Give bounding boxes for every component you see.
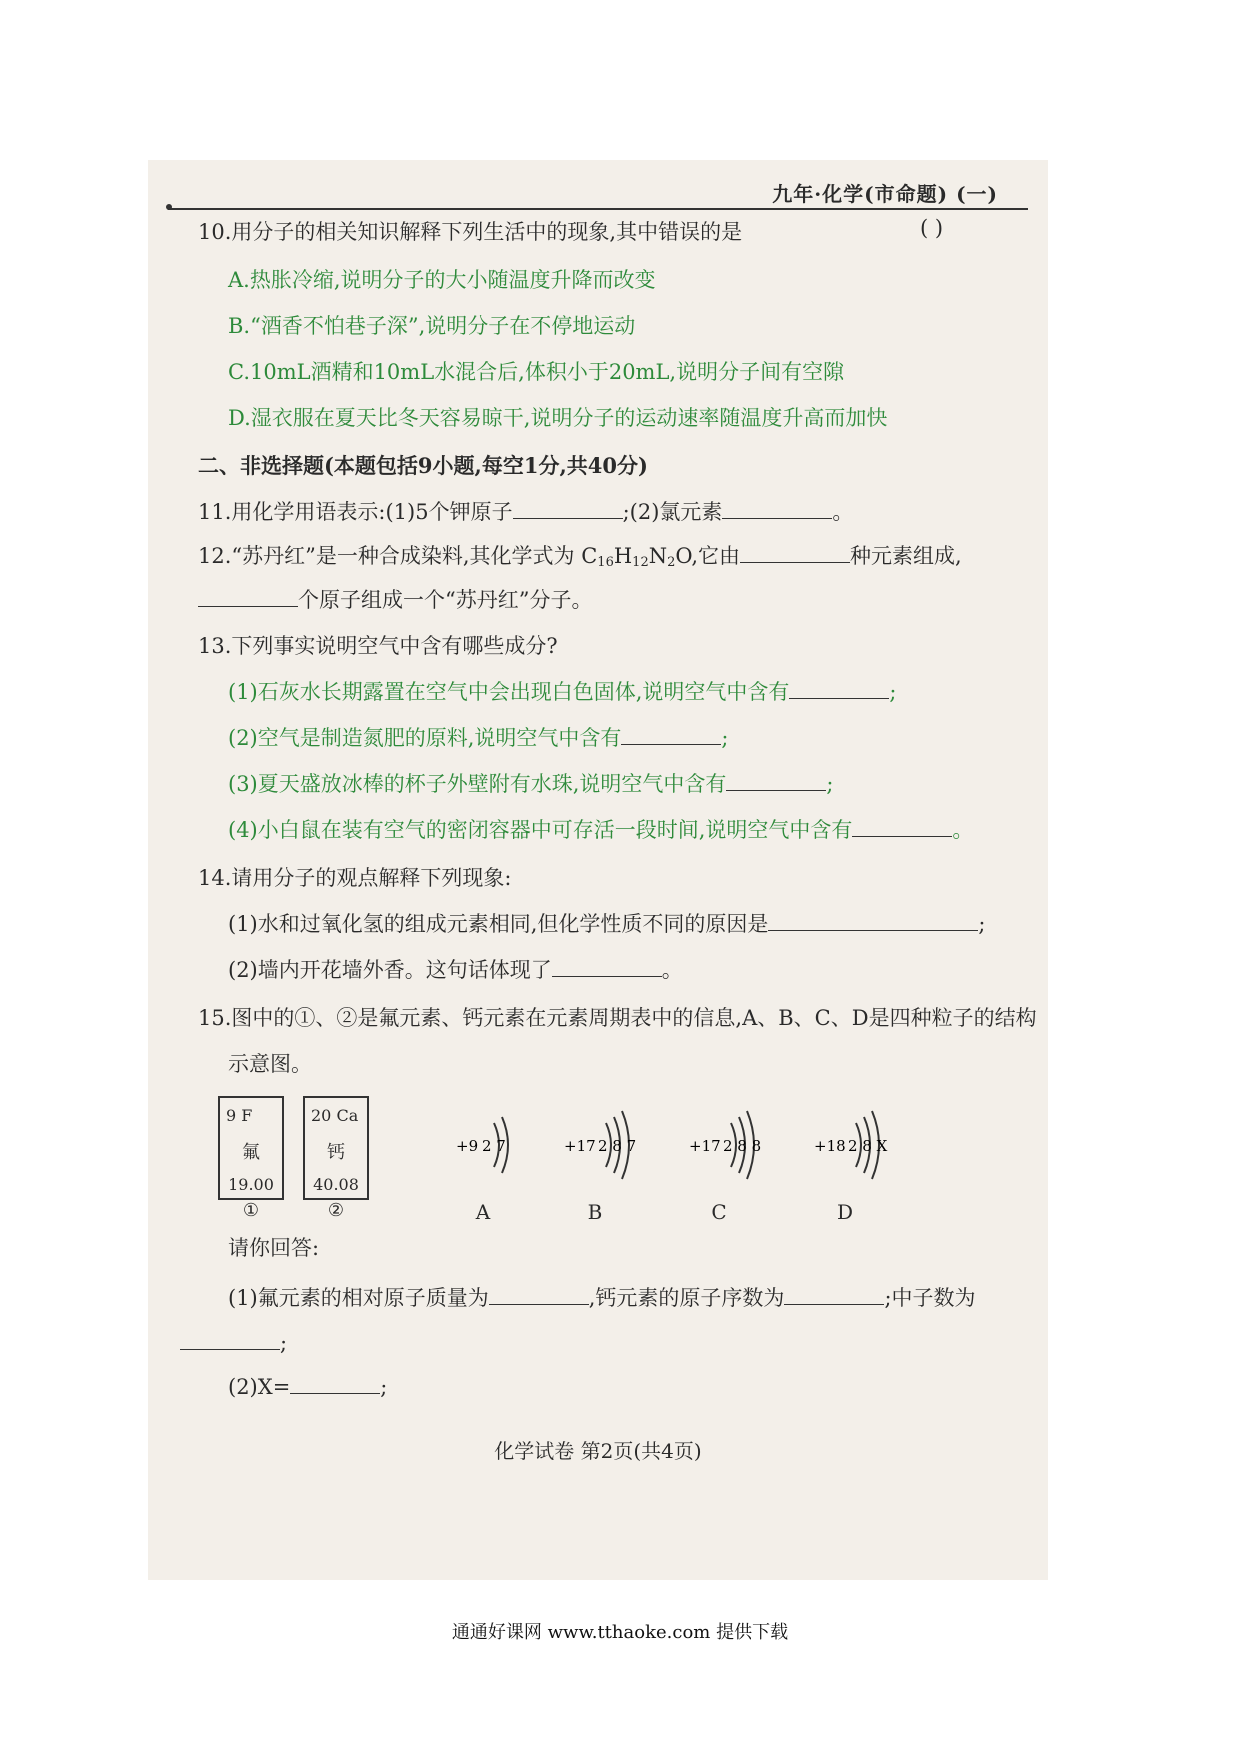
atom-c-shells: 2 8 8 — [723, 1137, 762, 1155]
atom-a-nucleus: +9 — [456, 1137, 479, 1155]
atom-d-shells: 2 8 X — [848, 1137, 888, 1155]
q15-blank-1[interactable] — [489, 1283, 589, 1305]
atom-diagram-d — [808, 1105, 918, 1185]
q13-item-3 — [228, 768, 834, 798]
q13-item-3-text: (3)夏天盛放冰棒的杯子外壁附有水珠,说明空气中含有 — [228, 772, 727, 796]
q10-option-c: C.10mL酒精和10mL水混合后,体积小于20mL,说明分子间有空隙 — [228, 360, 845, 384]
q15-part-2 — [228, 1372, 387, 1399]
atom-c-nucleus: +17 — [689, 1137, 721, 1155]
q15-blank-4[interactable] — [290, 1372, 380, 1394]
q13-item-2-end: ; — [721, 726, 729, 750]
q12-line-2 — [198, 584, 592, 614]
q15-blank-2[interactable] — [784, 1283, 884, 1305]
q15-part-1 — [228, 1282, 976, 1312]
q12-blank-2[interactable] — [198, 585, 298, 607]
q10-stem: 10.用分子的相关知识解释下列生活中的现象,其中错误的是 — [198, 220, 743, 244]
q13-blank-4[interactable] — [852, 815, 952, 837]
q12-sub-3: 2 — [667, 555, 676, 570]
tile-2-label: ② — [327, 1200, 345, 1221]
q12-text-a: 12.“苏丹红”是一种合成染料,其化学式为 C — [198, 544, 598, 568]
q10-option-b: B.“酒香不怕巷子深”,说明分子在不停地运动 — [228, 314, 636, 338]
q10-option-a: A.热胀冷缩,说明分子的大小随温度升降而改变 — [228, 268, 656, 292]
q13-item-4-end: 。 — [952, 818, 974, 842]
q14-item-1-text: (1)水和过氧化氢的组成元素相同,但化学性质不同的原因是 — [228, 912, 769, 936]
exam-page — [148, 160, 1048, 1580]
q15-stem-2: 示意图。 — [228, 1052, 312, 1076]
atom-d-label: D — [836, 1200, 854, 1224]
q13-blank-1[interactable] — [789, 677, 889, 699]
q12-text-b: 种元素组成, — [850, 544, 962, 568]
header-rule — [168, 208, 1028, 210]
q14-item-2 — [228, 954, 683, 984]
q13-item-4-text: (4)小白鼠在装有空气的密闭容器中可存活一段时间,说明空气中含有 — [228, 818, 853, 842]
q14-item-2-end: 。 — [661, 958, 683, 982]
atom-d-nucleus: +18 — [814, 1137, 846, 1155]
q15-part-1-text-b: ,钙元素的原子序数为 — [588, 1286, 785, 1310]
q13-item-2-text: (2)空气是制造氮肥的原料,说明空气中含有 — [228, 726, 622, 750]
q15-ask: 请你回答: — [228, 1236, 320, 1260]
q15-part-2-text-b: ; — [380, 1375, 388, 1399]
q13-item-2 — [228, 722, 729, 752]
tile-2-number-symbol: 20 Ca — [311, 1106, 359, 1125]
tile-1-name: 氟 — [242, 1142, 260, 1163]
q15-stem-1: 15.图中的①、②是氟元素、钙元素在元素周期表中的信息,A、B、C、D是四种粒子的结构 — [198, 1006, 1037, 1030]
tile-2-name: 钙 — [327, 1142, 345, 1163]
q11-text-a: 11.用化学用语表示:(1)5个钾原子 — [198, 500, 513, 524]
q15-part-1-text-a: (1)氟元素的相对原子质量为 — [228, 1286, 489, 1310]
q12-n: N — [648, 544, 668, 568]
q12-blank-1[interactable] — [740, 541, 850, 563]
q13-item-3-end: ; — [826, 772, 834, 796]
atom-b-shells: 2 8 7 — [598, 1137, 637, 1155]
q15-part-2-text-a: (2)X= — [228, 1375, 291, 1399]
q10-answer-paren: ( ) — [920, 216, 944, 240]
tile-2-mass: 40.08 — [313, 1175, 359, 1194]
q11-text-c: 。 — [832, 500, 854, 524]
q11 — [198, 496, 853, 526]
q15-part-1-text-c: ;中子数为 — [884, 1286, 976, 1310]
q13-blank-2[interactable] — [621, 723, 721, 745]
q12-sub-2: 12 — [632, 555, 649, 570]
atom-diagram-a — [448, 1105, 558, 1185]
download-credit: 通通好课网 www.tthaoke.com 提供下载 — [451, 1622, 789, 1643]
q12-h: H — [613, 544, 633, 568]
q12-o: O,它由 — [675, 544, 741, 568]
q14-item-1-end: ; — [978, 912, 986, 936]
q11-blank-2[interactable] — [722, 497, 832, 519]
q12-text-c: 个原子组成一个“苏丹红”分子。 — [298, 588, 593, 612]
q14-item-2-text: (2)墙内开花墙外香。这句话体现了 — [228, 958, 552, 982]
q12-sub-1: 16 — [597, 555, 614, 570]
q14-item-1 — [228, 908, 986, 938]
periodic-tile-calcium — [303, 1096, 369, 1200]
q14-stem: 14.请用分子的观点解释下列现象: — [198, 866, 512, 890]
q14-blank-2[interactable] — [552, 955, 662, 977]
page-footer: 化学试卷 第2页(共4页) — [494, 1439, 702, 1463]
q13-stem: 13.下列事实说明空气中含有哪些成分? — [198, 634, 558, 658]
q11-blank-1[interactable] — [513, 497, 623, 519]
atom-a-label: A — [475, 1200, 491, 1224]
periodic-tile-fluorine — [218, 1096, 284, 1200]
q12-line-1 — [198, 540, 962, 570]
atom-b-nucleus: +17 — [564, 1137, 596, 1155]
q10-option-d: D.湿衣服在夏天比冬天容易晾干,说明分子的运动速率随温度升高而加快 — [228, 406, 888, 430]
q11-text-b: ;(2)氯元素 — [622, 500, 723, 524]
section-title: 二、非选择题(本题包括9小题,每空1分,共40分) — [198, 453, 648, 478]
atom-a-shells: 2 7 — [482, 1137, 506, 1155]
tile-1-number-symbol: 9 F — [226, 1106, 253, 1125]
q13-item-4 — [228, 814, 973, 844]
atom-diagram-b — [558, 1105, 668, 1185]
header-bullet — [166, 204, 172, 210]
atom-c-label: C — [711, 1200, 727, 1224]
tile-1-mass: 19.00 — [228, 1175, 274, 1194]
atom-diagram-c — [683, 1105, 793, 1185]
page-header: 九年·化学(市命题) (一) — [772, 182, 998, 206]
q13-blank-3[interactable] — [726, 769, 826, 791]
atom-b-label: B — [587, 1200, 603, 1224]
q13-item-1-end: ; — [889, 680, 897, 704]
q15-part-1-text-d: ; — [280, 1331, 288, 1355]
q13-item-1 — [228, 676, 897, 706]
q14-blank-1[interactable] — [768, 909, 978, 931]
q13-item-1-text: (1)石灰水长期露置在空气中会出现白色固体,说明空气中含有 — [228, 680, 790, 704]
tile-1-label: ① — [242, 1200, 260, 1221]
q15-blank-3[interactable] — [180, 1328, 280, 1350]
q15-part-1-cont — [180, 1328, 287, 1355]
